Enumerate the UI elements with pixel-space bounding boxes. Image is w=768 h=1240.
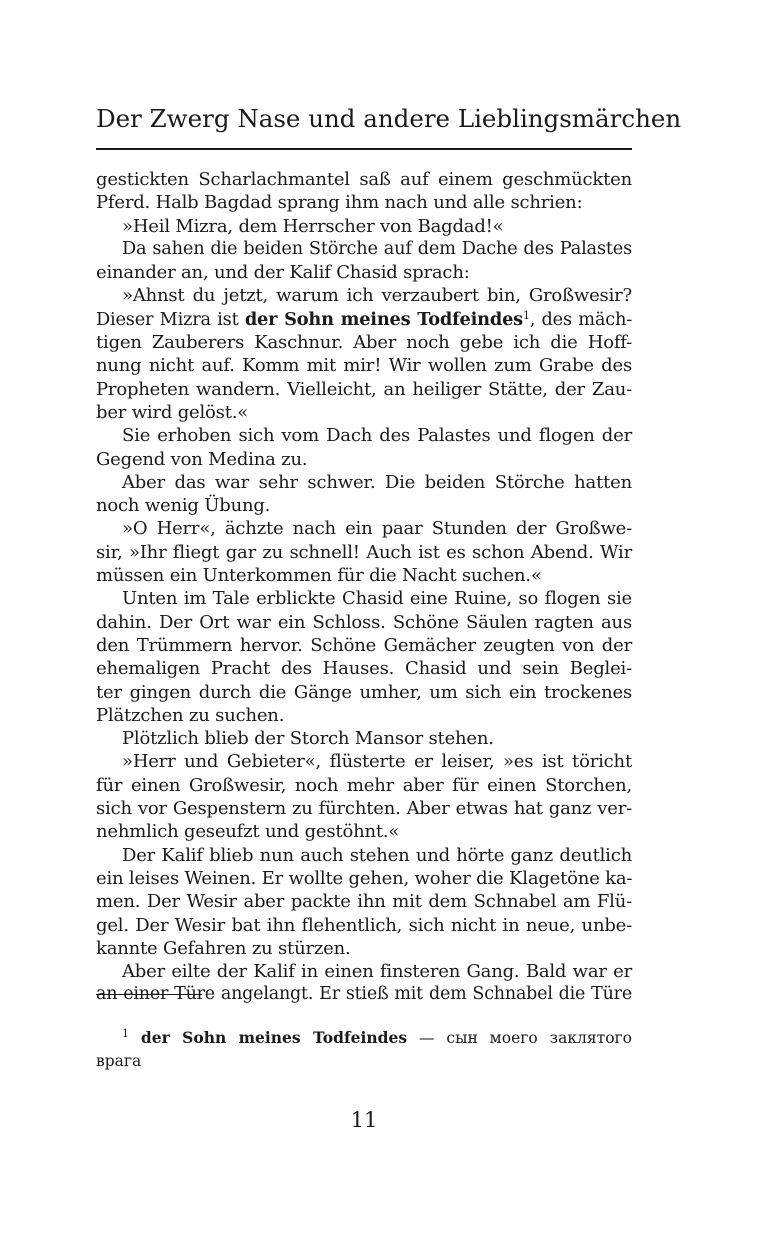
text-line: kannte Gefahren zu stürzen. (96, 937, 351, 959)
text-line-footnoted (96, 308, 632, 331)
footnote-translation-cont: врага (96, 1052, 142, 1070)
text-line: Plötzlich blieb der Storch Mansor stehen. (122, 728, 494, 750)
running-head: Der Zwerg Nase und andere Lieblingsmärchen (96, 104, 682, 133)
text-line: Gegend von Medina zu. (96, 448, 308, 470)
text-line: ehemaligen Pracht des Hauses. Chasid und sein Beglei- (96, 658, 632, 680)
text-line: an einer Türe angelangt. Er stieß mit dem Schnabel die Türe (96, 984, 632, 1005)
text-line: ber wird gelöst.« (96, 401, 249, 423)
text-line: für einen Großwesir, noch mehr aber für einen Storchen, (96, 774, 632, 796)
text-line: Der Kalif blieb nun auch stehen und hörte ganz deutlich (122, 844, 632, 866)
footnote-translation: сын моего заклятого (446, 1029, 632, 1047)
paragraph-block-a (96, 168, 632, 308)
footnote (96, 1026, 632, 1073)
text-line: müssen ein Unterkommen für die Nacht suchen.« (96, 565, 542, 587)
text-line: Sie erhoben sich vom Dach des Palastes und flogen der (122, 425, 632, 447)
text-line: gel. Der Wesir bat ihn flehentlich, sich nicht in neue, unbe- (96, 914, 632, 936)
text-line: sir, »Ihr fliegt gar zu schnell! Auch ist es schon Abend. Wir (96, 541, 632, 563)
text-line: tigen Zauberers Kaschnur. Aber noch gebe ich die Hoff- (96, 332, 632, 354)
text-line: gestickten Scharlachmantel saß auf einem geschmückten (96, 169, 632, 190)
text-line: sich vor Gespenstern zu fürchten. Aber etwas hat ganz ver- (96, 798, 632, 820)
text-line: Pferd. Halb Bagdad sprang ihm nach und alle schrien: (96, 192, 583, 214)
text-line: Unten im Tale erblickte Chasid eine Ruine, so flogen sie (122, 588, 632, 610)
text-line: »Ahnst du jetzt, warum ich verzaubert bin, Großwesir? (122, 285, 632, 307)
footnote-divider (96, 994, 202, 995)
text-line: den Trümmern hervor. Schöne Gemächer zeugten von der (96, 634, 632, 656)
footnote-dash: — (407, 1029, 447, 1047)
text-line: nehmlich geseufzt und gestöhnt.« (96, 821, 400, 843)
text-line: nung nicht auf. Komm mit mir! Wir wollen zum Grabe des (96, 355, 632, 377)
text-line-before: Dieser Mizra ist (96, 309, 245, 330)
page-number: 11 (350, 1108, 378, 1132)
footnote-mark: 1 (122, 1027, 129, 1040)
text-line: Aber das war sehr schwer. Die beiden Störche hatten (122, 471, 632, 493)
text-line: ein leises Weinen. Er wollte gehen, woher die Klagetöne ka- (96, 867, 633, 889)
text-line: »O Herr«, ächzte nach ein paar Stunden der Großwe- (122, 518, 632, 540)
paragraph-block-b (96, 331, 632, 1007)
body-text (96, 168, 632, 1007)
text-line: Aber eilte der Kalif in einen finsteren Gang. Bald war er (122, 961, 632, 983)
text-line: men. Der Wesir aber packte ihn mit dem Schnabel am Flü- (96, 891, 632, 913)
text-line: »Heil Mizra, dem Herrscher von Bagdad!« (122, 215, 504, 237)
header-divider (96, 148, 632, 150)
footnote-line-2 (96, 1050, 632, 1073)
text-line: »Herr und Gebieter«, flüsterte er leiser, »es ist töricht (122, 751, 632, 773)
footnoted-term: der Sohn meines Todfeindes (244, 308, 523, 330)
footnote-term: der Sohn meines Todfeindes (140, 1028, 408, 1047)
text-line: einander an, und der Kalif Chasid sprach: (96, 262, 470, 284)
text-line: Da sahen die beiden Störche auf dem Dache des Palastes (122, 238, 632, 259)
text-line-after: , des mäch- (529, 309, 632, 330)
text-line: Plätzchen zu suchen. (96, 704, 285, 726)
footnote-line-1 (96, 1026, 632, 1050)
text-line: noch wenig Übung. (96, 495, 271, 517)
text-line: dahin. Der Ort war ein Schloss. Schöne Säulen ragten aus (96, 611, 632, 633)
footnote-reference[interactable]: 1 (522, 308, 530, 322)
text-line: Propheten wandern. Vielleicht, an heiliger Stätte, der Zau- (96, 378, 632, 400)
text-line: ter gingen durch die Gänge umher, um sich ein trockenes (96, 681, 632, 703)
